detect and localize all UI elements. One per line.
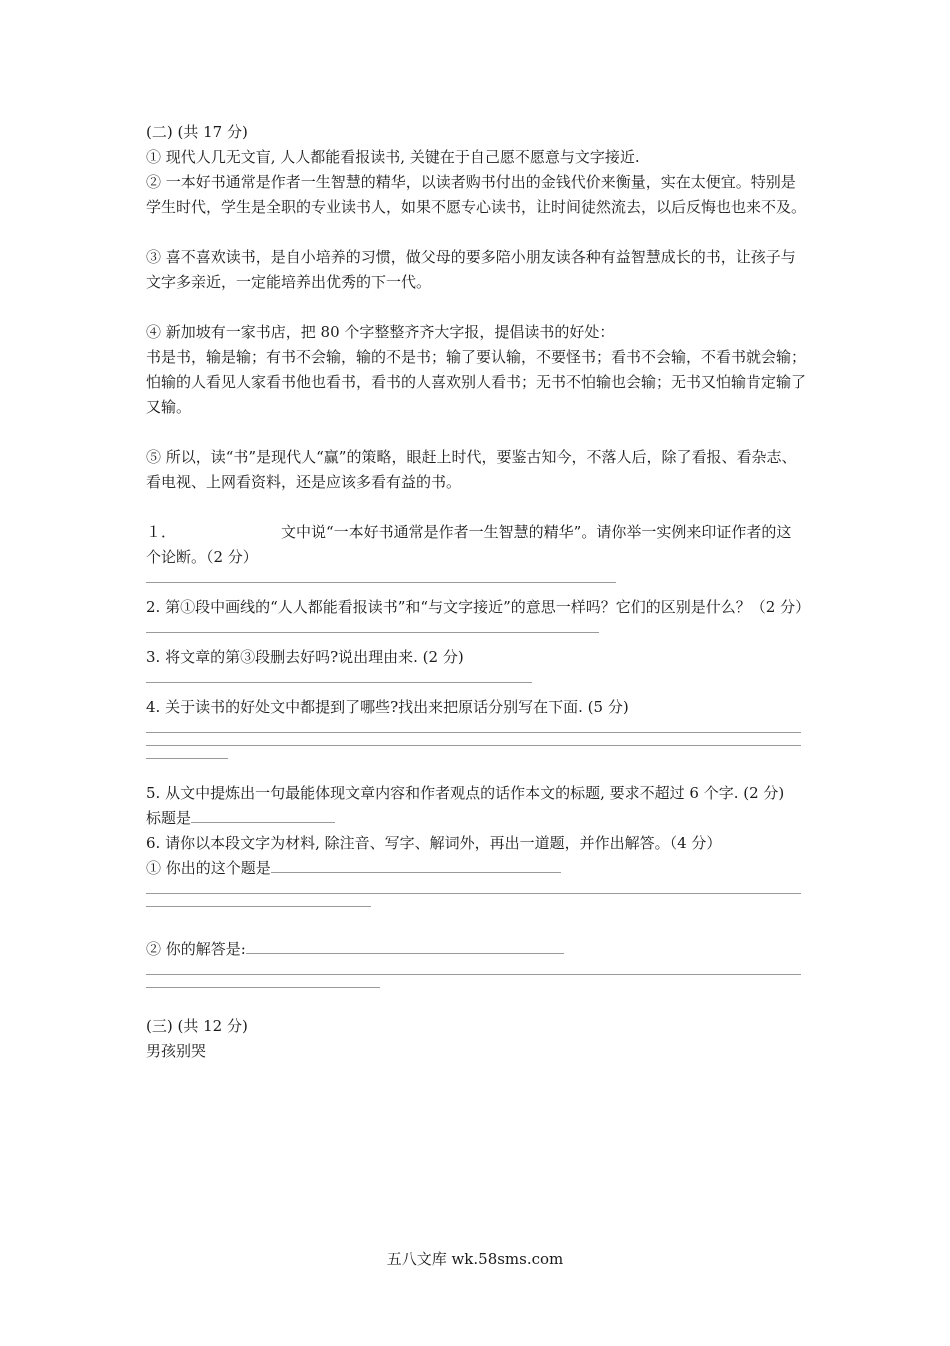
answer-line-4a[interactable] bbox=[146, 732, 801, 733]
answer-line-3[interactable] bbox=[146, 682, 532, 683]
paragraph-3: ③ 喜不喜欢读书，是自小培养的习惯，做父母的要多陪小朋友读各种有益智慧成长的书，让孩子与文字多亲近，一定能培养出优秀的下一代。 bbox=[146, 248, 796, 291]
question-1-number: １． bbox=[146, 523, 177, 541]
title-answer-line[interactable] bbox=[191, 808, 335, 823]
paragraph-5: ⑤ 所以，读“书”是现代人“赢”的策略，眼赶上时代，要鉴古知今，不落人后，除了看报、看杂志、看电视、上网看资料，还是应该多看有益的书。 bbox=[146, 448, 797, 491]
answer-line-6d[interactable] bbox=[146, 987, 380, 988]
question-5: 5. 从文中提炼出一句最能体现文章内容和作者观点的话作本文的标题, 要求不超过 6 个字. (2 分) bbox=[146, 784, 785, 802]
title-answer bbox=[146, 806, 806, 831]
question-6-answer bbox=[146, 937, 806, 962]
question-6: 6. 请你以本段文字为材料, 除注音、写字、解词外，再出一道题，并作出解答。（4 分） bbox=[146, 834, 722, 852]
section-2-header: (二) (共 17 分) bbox=[146, 123, 248, 141]
section-3-title: 男孩别哭 bbox=[146, 1042, 207, 1060]
question-1-text: 文中说“一本好书通常是作者一生智慧的精华”。请你举一实例来印证作者的这个论断。（2 分） bbox=[146, 523, 792, 566]
question-4: 4. 关于读书的好处文中都提到了哪些?找出来把原话分别写在下面. (5 分) bbox=[146, 698, 629, 716]
question-6-prompt-label: ① 你出的这个题是 bbox=[146, 859, 271, 877]
document-body bbox=[146, 120, 811, 1064]
footer-watermark: 五八文库 wk.58sms.com bbox=[386, 1250, 564, 1268]
answer-line-6c[interactable] bbox=[146, 974, 801, 975]
question-3: 3. 将文章的第③段删去好吗?说出理由来. (2 分) bbox=[146, 648, 464, 666]
question-2: 2. 第①段中画线的“人人都能看报读书”和“与文字接近”的意思一样吗？它们的区别是什么？（2 分） bbox=[146, 598, 811, 616]
answer-line-4b[interactable] bbox=[146, 745, 801, 746]
section-3-header: (三) (共 12 分) bbox=[146, 1017, 248, 1035]
paragraph-4-text: 书是书，输是输；有书不会输，输的不是书；输了要认输，不要怪书；看书不会输，不看书就会输；怕输的人看见人家看书他也看书，看书的人喜欢别人看书；无书不怕输也会输；无书又怕输肯定输了又输。 bbox=[146, 348, 807, 416]
paragraph-4-intro: ④ 新加坡有一家书店，把 80 个字整整齐齐大字报，提倡读书的好处： bbox=[146, 323, 615, 341]
paragraph-2: ② 一本好书通常是作者一生智慧的精华，以读者购书付出的金钱代价来衡量，实在太便宜。特别是学生时代，学生是全职的专业读书人，如果不愿专心读书，让时间徒然流去，以后反悔也也来不及。 bbox=[146, 173, 807, 216]
answer-line-2[interactable] bbox=[146, 632, 599, 633]
paragraph-1: ① 现代人几无文盲, 人人都能看报读书, 关键在于自己愿不愿意与文字接近. bbox=[146, 148, 640, 166]
question-6-prompt-line[interactable] bbox=[271, 858, 561, 873]
answer-line-6a[interactable] bbox=[146, 893, 801, 894]
answer-line-6b[interactable] bbox=[146, 906, 371, 907]
question-6-answer-label: ② 你的解答是: bbox=[146, 940, 246, 958]
question-6-answer-line[interactable] bbox=[246, 939, 564, 954]
question-6-prompt bbox=[146, 856, 806, 881]
answer-line-1[interactable] bbox=[146, 582, 616, 583]
answer-line-4c[interactable] bbox=[146, 758, 228, 759]
question-1 bbox=[146, 520, 806, 570]
title-answer-label: 标题是 bbox=[146, 809, 192, 827]
